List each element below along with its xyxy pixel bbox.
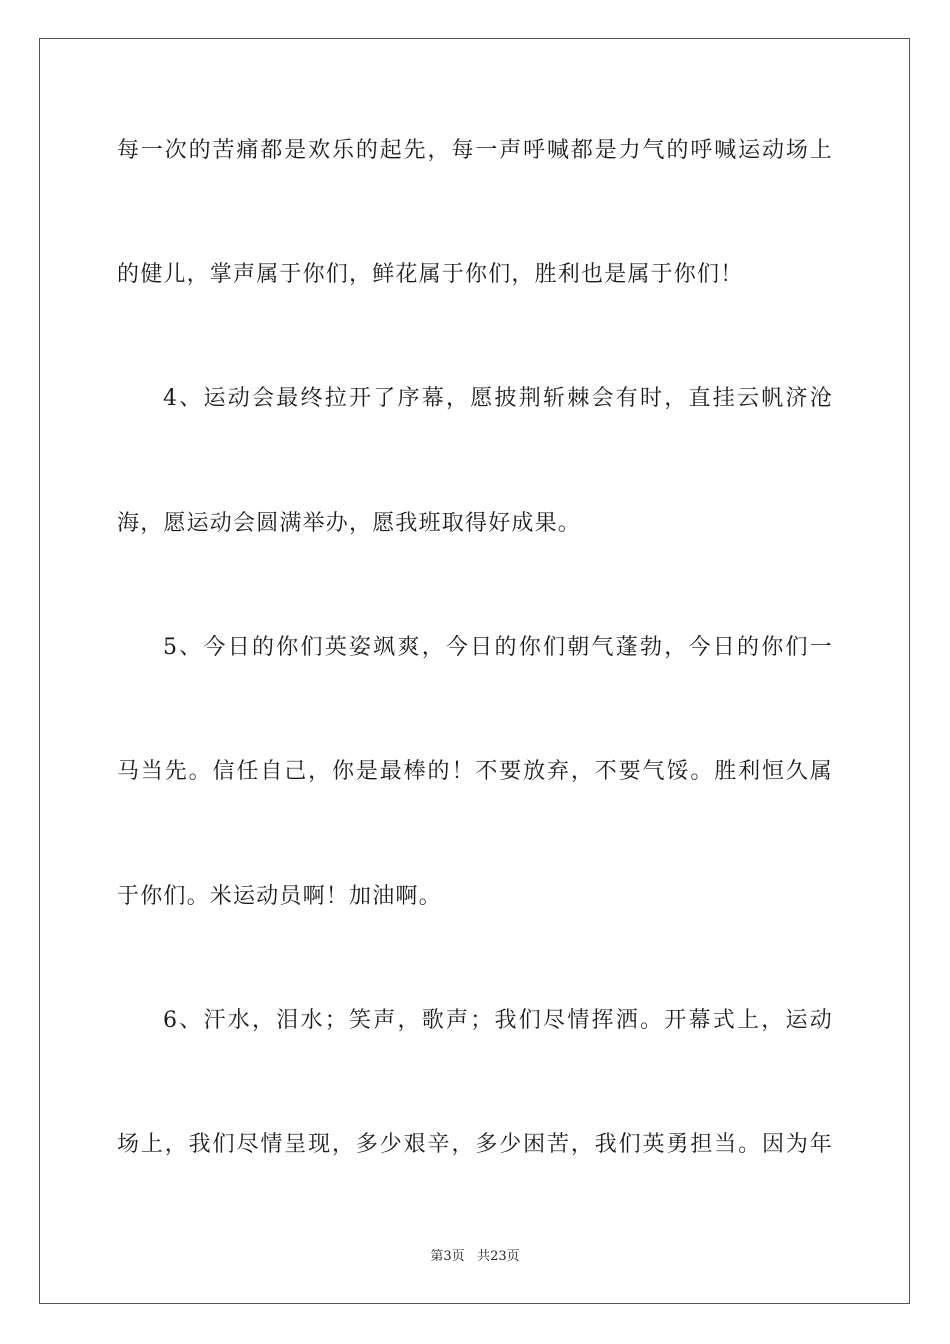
text-line-5: 5、今日的你们英姿飒爽，今日的你们朝气蓬勃，今日的你们一 xyxy=(163,635,833,660)
page-number: 第3页 xyxy=(430,1249,465,1264)
text-line-8: 6、汗水，泪水；笑声，歌声；我们尽情挥洒。开幕式上，运动 xyxy=(163,1008,833,1033)
text-line-2: 的健儿，掌声属于你们，鲜花属于你们，胜利也是属于你们！ xyxy=(117,262,744,287)
text-line-1: 每一次的苦痛都是欢乐的起先，每一声呼喊都是力气的呼喊运动场上 xyxy=(117,138,833,163)
page-total: 共23页 xyxy=(477,1249,520,1264)
page-footer xyxy=(0,1248,950,1266)
text-line-9: 场上，我们尽情呈现，多少艰辛，多少困苦，我们英勇担当。因为年 xyxy=(117,1132,833,1157)
text-line-4: 海，愿运动会圆满举办，愿我班取得好成果。 xyxy=(117,511,582,536)
text-line-7: 于你们。米运动员啊！加油啊。 xyxy=(117,884,442,909)
page-border xyxy=(39,38,910,1304)
text-line-6: 马当先。信任自己，你是最棒的！不要放弃，不要气馁。胜利恒久属 xyxy=(117,759,833,784)
text-line-3: 4、运动会最终拉开了序幕，愿披荆斩棘会有时，直挂云帆济沧 xyxy=(163,386,833,411)
